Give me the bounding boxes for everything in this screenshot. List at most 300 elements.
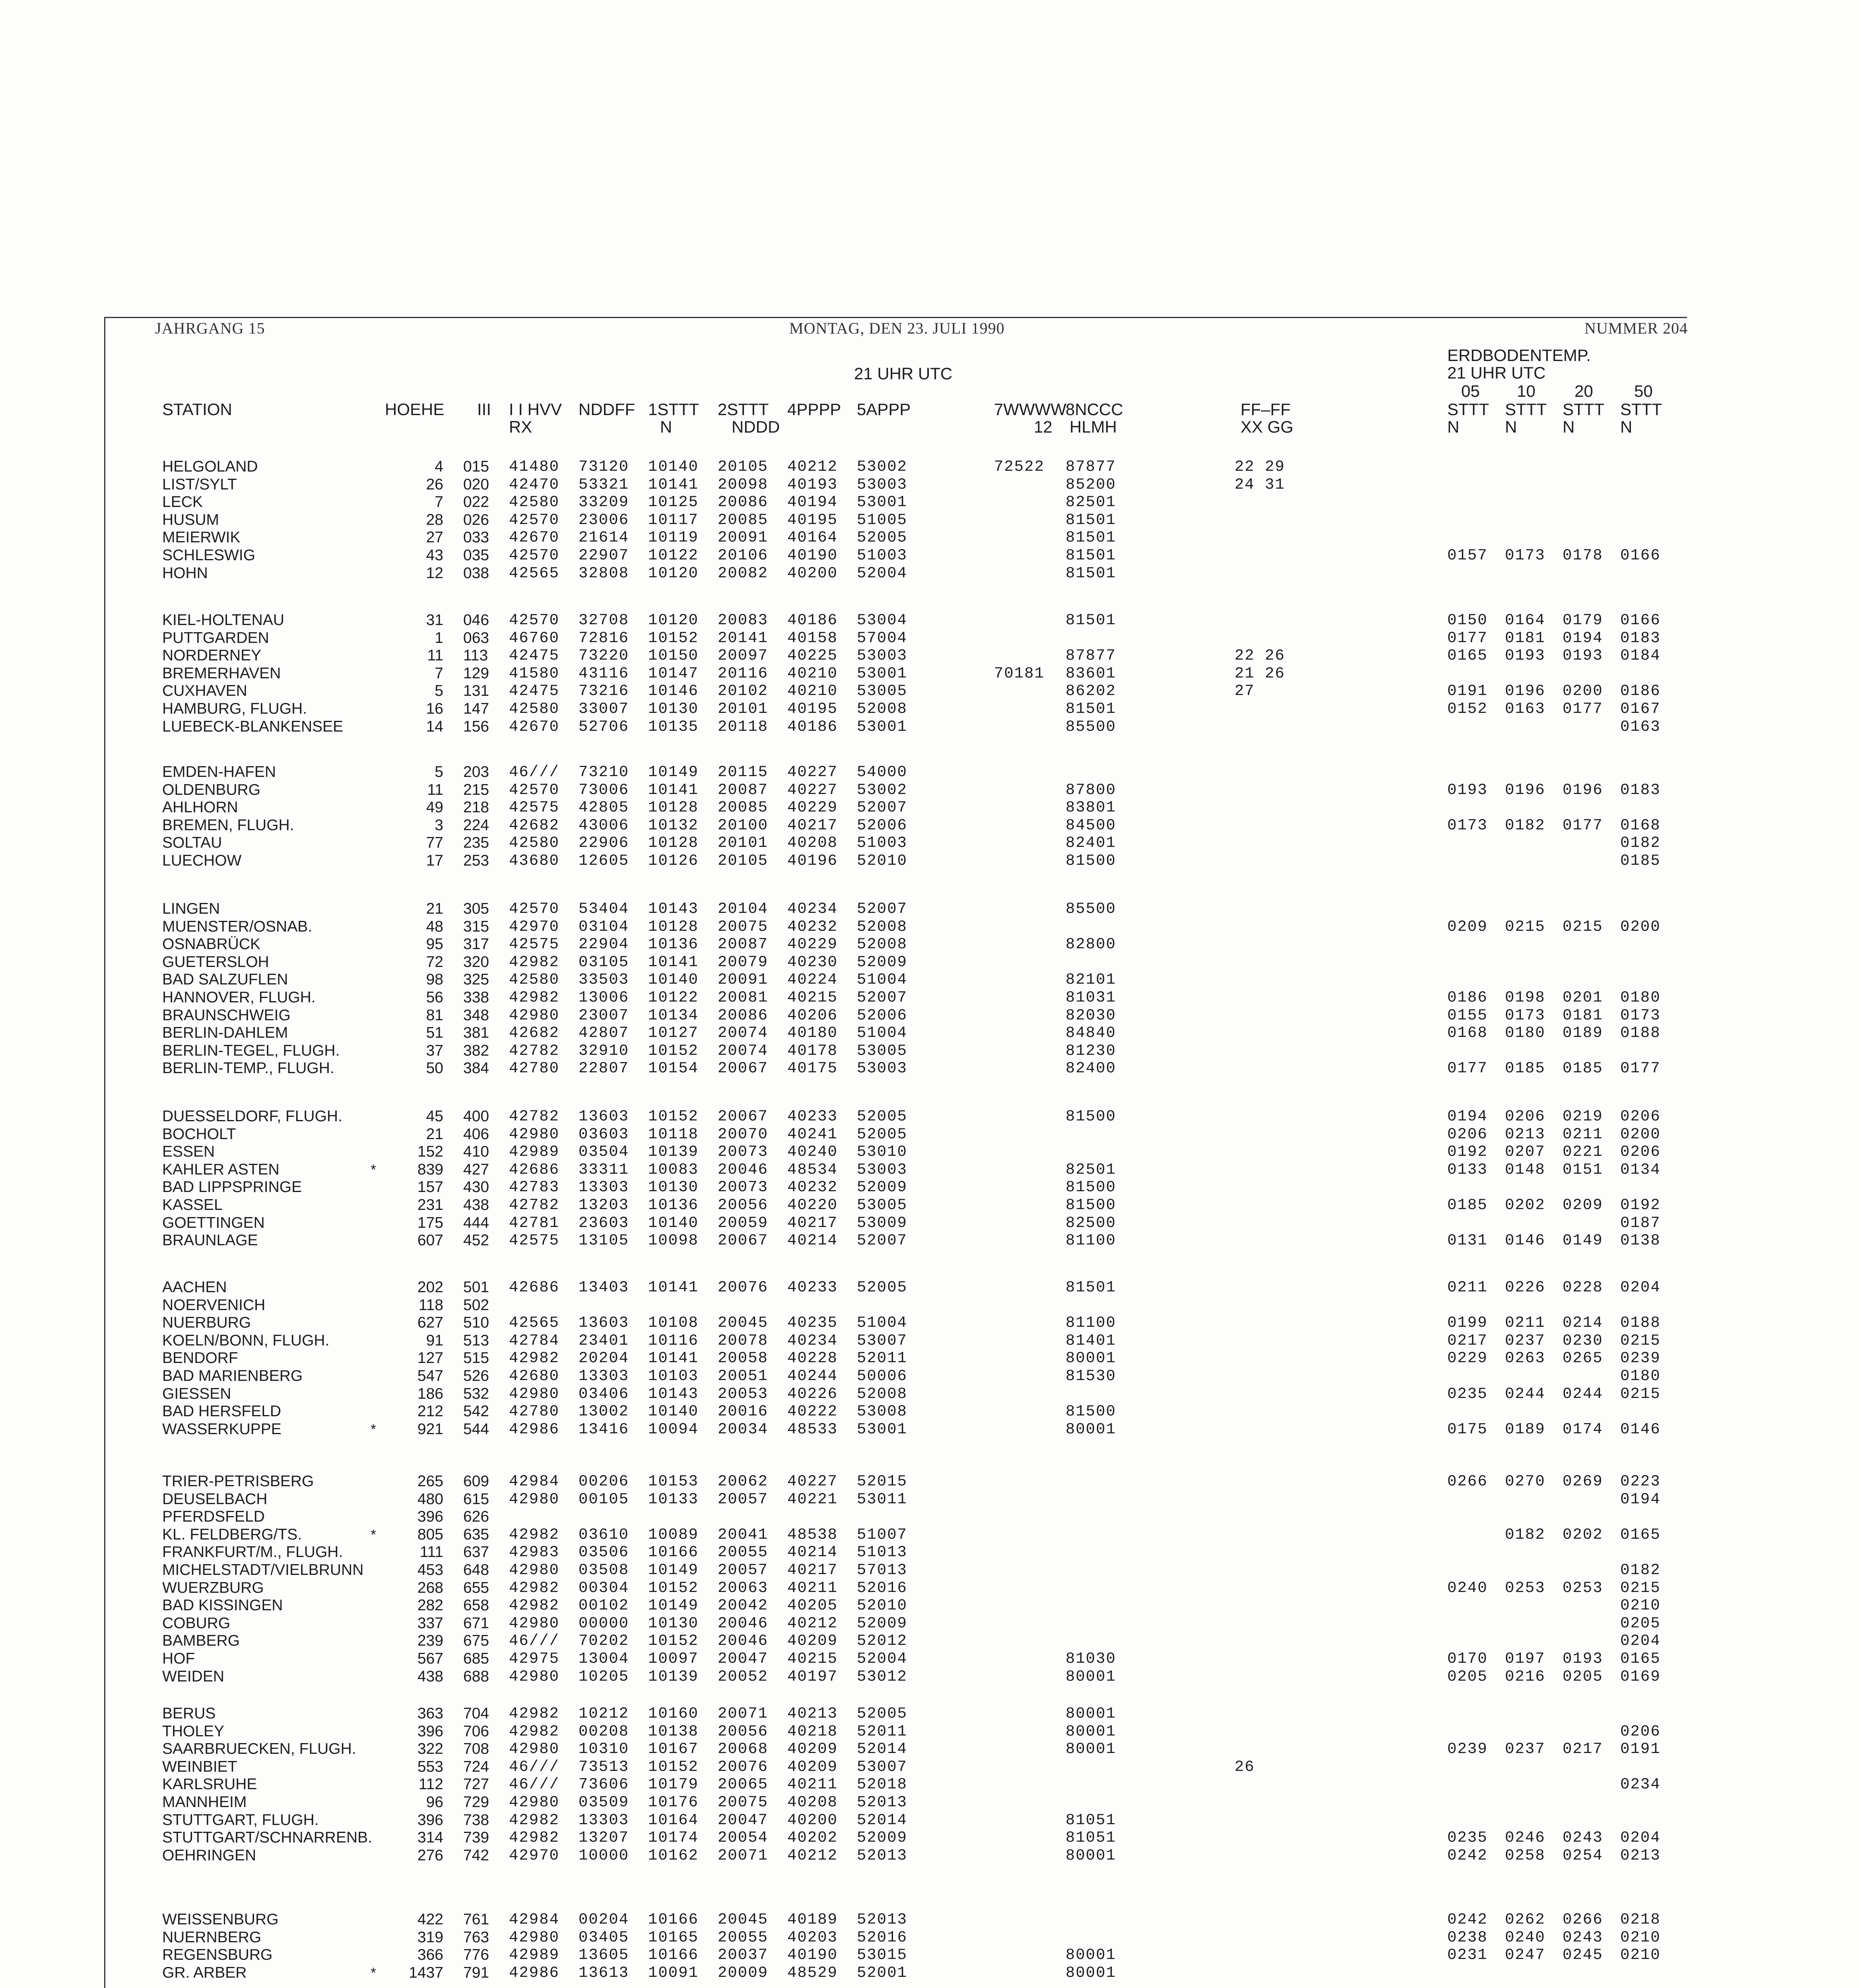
cell-g6: 52007 bbox=[857, 799, 908, 817]
cell-g3: 10141 bbox=[648, 1279, 699, 1296]
cell-g1: 42470 bbox=[509, 476, 560, 493]
cell-iii: 131 bbox=[463, 682, 489, 700]
cell-w8: 82101 bbox=[1066, 971, 1116, 989]
cell-g6: 52008 bbox=[857, 936, 908, 953]
cell-g1: 42580 bbox=[509, 834, 560, 852]
cell-iii: 063 bbox=[463, 629, 489, 646]
cell-s3: 0217 bbox=[1563, 1740, 1603, 1758]
station-name: OSNABRÜCK bbox=[162, 936, 261, 953]
station-name: HELGOLAND bbox=[162, 458, 258, 475]
cell-g1: 42983 bbox=[509, 1543, 560, 1561]
cell-g5: 40202 bbox=[787, 1829, 838, 1847]
cell-g3: 10130 bbox=[648, 1614, 699, 1632]
cell-hoehe: 111 bbox=[419, 1543, 443, 1561]
cell-s3: 0177 bbox=[1563, 700, 1603, 718]
cell-g2: 13203 bbox=[579, 1196, 629, 1214]
cell-g4: 20106 bbox=[718, 547, 769, 564]
table-row bbox=[0, 1929, 1858, 1946]
table-row bbox=[0, 1161, 1858, 1178]
cell-g4: 20079 bbox=[718, 953, 769, 971]
cell-g2: 22904 bbox=[579, 936, 629, 953]
cell-w8: 85500 bbox=[1066, 900, 1116, 918]
cell-s4: 0204 bbox=[1620, 1829, 1661, 1847]
cell-s4: 0213 bbox=[1620, 1846, 1661, 1864]
cell-s4: 0167 bbox=[1620, 700, 1661, 718]
cell-g6: 52005 bbox=[857, 529, 908, 547]
cell-s1: 0168 bbox=[1447, 1024, 1488, 1042]
cell-hoehe: 11 bbox=[427, 647, 443, 664]
cell-g5: 40217 bbox=[787, 1214, 838, 1232]
table-row bbox=[0, 511, 1858, 529]
cell-hoehe: 366 bbox=[417, 1946, 443, 1964]
cell-w8: 82501 bbox=[1066, 493, 1116, 511]
cell-g4: 20075 bbox=[718, 1794, 769, 1811]
cell-hoehe: 396 bbox=[417, 1811, 443, 1829]
cell-g1: 42980 bbox=[509, 1740, 560, 1758]
depth-50: 50 bbox=[1634, 382, 1653, 400]
cell-iii: 724 bbox=[463, 1758, 489, 1775]
cell-g5: 48533 bbox=[787, 1420, 838, 1438]
cell-s1: 0131 bbox=[1447, 1232, 1488, 1250]
cell-s3: 0245 bbox=[1563, 1946, 1603, 1964]
cell-g1: 46760 bbox=[509, 629, 560, 647]
cell-g5: 40186 bbox=[787, 612, 838, 629]
cell-g6: 53003 bbox=[857, 1161, 908, 1178]
cell-iii: 406 bbox=[463, 1125, 489, 1143]
cell-g1: 42970 bbox=[509, 918, 560, 936]
cell-g3: 10152 bbox=[648, 1042, 699, 1060]
cell-iii: 532 bbox=[463, 1385, 489, 1402]
cell-w8: 82800 bbox=[1066, 936, 1116, 953]
cell-s4: 0180 bbox=[1620, 989, 1661, 1006]
cell-g2: 73513 bbox=[579, 1758, 629, 1776]
cell-hoehe: 14 bbox=[426, 718, 443, 735]
station-name: FRANKFURT/M., FLUGH. bbox=[162, 1543, 343, 1561]
station-name: KAHLER ASTEN bbox=[162, 1161, 280, 1178]
cell-s3: 0266 bbox=[1563, 1911, 1603, 1928]
cell-g6: 53002 bbox=[857, 781, 908, 799]
cell-g1: 42986 bbox=[509, 1964, 560, 1982]
cell-g5: 40214 bbox=[787, 1232, 838, 1250]
cell-g1: 42982 bbox=[509, 953, 560, 971]
cell-hoehe: 627 bbox=[417, 1314, 443, 1332]
cell-g6: 53009 bbox=[857, 1214, 908, 1232]
cell-s4: 0163 bbox=[1620, 718, 1661, 736]
cell-iii: 637 bbox=[463, 1543, 489, 1561]
cell-iii: 648 bbox=[463, 1561, 489, 1578]
table-row bbox=[0, 1385, 1858, 1403]
cell-g2: 32708 bbox=[579, 612, 629, 629]
cell-s4: 0194 bbox=[1620, 1490, 1661, 1508]
cell-g4: 20054 bbox=[718, 1829, 769, 1847]
cell-g6: 52008 bbox=[857, 918, 908, 936]
cell-g1: 42686 bbox=[509, 1161, 560, 1178]
cell-s3: 0253 bbox=[1563, 1579, 1603, 1597]
cell-iii: 544 bbox=[463, 1420, 489, 1438]
cell-hoehe: 12 bbox=[426, 564, 443, 582]
cell-g4: 20068 bbox=[718, 1740, 769, 1758]
table-row bbox=[0, 1196, 1858, 1214]
cell-iii: 776 bbox=[463, 1946, 489, 1964]
cell-g6: 52009 bbox=[857, 1178, 908, 1196]
cell-g4: 20118 bbox=[718, 718, 769, 736]
cell-g6: 53003 bbox=[857, 647, 908, 665]
cell-g3: 10166 bbox=[648, 1946, 699, 1964]
cell-s4: 0204 bbox=[1620, 1279, 1661, 1296]
table-row bbox=[0, 799, 1858, 816]
cell-g1: 42970 bbox=[509, 1846, 560, 1864]
cell-g1: 42984 bbox=[509, 1911, 560, 1928]
cell-g3: 10160 bbox=[648, 1705, 699, 1722]
station-name: BREMEN, FLUGH. bbox=[162, 816, 294, 834]
table-row bbox=[0, 1367, 1858, 1385]
table-row bbox=[0, 1403, 1858, 1420]
cell-g4: 20070 bbox=[718, 1125, 769, 1143]
station-name: EMDEN-HAFEN bbox=[162, 763, 276, 780]
cell-g1: 42980 bbox=[509, 1490, 560, 1508]
cell-w8: 80001 bbox=[1066, 1349, 1116, 1367]
cell-g4: 20046 bbox=[718, 1614, 769, 1632]
cell-iii: 320 bbox=[463, 953, 489, 971]
cell-w8: 81230 bbox=[1066, 1042, 1116, 1060]
table-row bbox=[0, 1526, 1858, 1543]
cell-s1: 0133 bbox=[1447, 1161, 1488, 1178]
cell-g5: 40244 bbox=[787, 1367, 838, 1385]
cell-s3: 0149 bbox=[1563, 1232, 1603, 1250]
cell-hoehe: 231 bbox=[417, 1196, 443, 1213]
cell-g4: 20067 bbox=[718, 1232, 769, 1250]
cell-s4: 0134 bbox=[1620, 1161, 1661, 1178]
cell-iii: 501 bbox=[463, 1279, 489, 1296]
cell-g2: 10000 bbox=[579, 1846, 629, 1864]
cell-iii: 427 bbox=[463, 1161, 489, 1178]
cell-s3: 0201 bbox=[1563, 989, 1603, 1006]
cell-s4: 0215 bbox=[1620, 1332, 1661, 1349]
cell-iii: 020 bbox=[463, 476, 489, 493]
cell-g4: 20115 bbox=[718, 763, 769, 781]
cell-g5: 40164 bbox=[787, 529, 838, 547]
station-name: OEHRINGEN bbox=[162, 1846, 256, 1864]
cell-g3: 10128 bbox=[648, 799, 699, 817]
cell-g5: 40196 bbox=[787, 852, 838, 870]
cell-s3: 0205 bbox=[1563, 1668, 1603, 1685]
table-row bbox=[0, 1758, 1858, 1776]
cell-iii: 218 bbox=[463, 799, 489, 816]
cell-s4: 0191 bbox=[1620, 1740, 1661, 1758]
cell-g2: 13416 bbox=[579, 1420, 629, 1438]
cell-g1: 41580 bbox=[509, 664, 560, 682]
cell-g3: 10147 bbox=[648, 664, 699, 682]
station-name: BOCHOLT bbox=[162, 1125, 236, 1143]
cell-iii: 688 bbox=[463, 1668, 489, 1685]
cell-g5: 40208 bbox=[787, 834, 838, 852]
cell-s1: 0206 bbox=[1447, 1125, 1488, 1143]
cell-g1: 42982 bbox=[509, 1829, 560, 1847]
cell-s2: 0244 bbox=[1505, 1385, 1545, 1403]
cell-g1: 42980 bbox=[509, 1125, 560, 1143]
cell-s1: 0155 bbox=[1447, 1006, 1488, 1024]
cell-w8: 87877 bbox=[1066, 647, 1116, 665]
table-row bbox=[0, 1473, 1858, 1490]
station-name: PFERDSFELD bbox=[162, 1508, 265, 1526]
cell-g4: 20086 bbox=[718, 493, 769, 511]
cell-g6: 53007 bbox=[857, 1758, 908, 1776]
cell-g1: 46/// bbox=[509, 1776, 560, 1794]
cell-g5: 40186 bbox=[787, 718, 838, 736]
cell-hoehe: 438 bbox=[417, 1668, 443, 1685]
station-name: COBURG bbox=[162, 1614, 231, 1632]
soil-col2-sub: N bbox=[1505, 417, 1517, 436]
cell-hoehe: 17 bbox=[426, 852, 443, 869]
cell-g2: 13303 bbox=[579, 1178, 629, 1196]
cell-hoehe: 322 bbox=[417, 1740, 443, 1758]
cell-s2: 0185 bbox=[1505, 1060, 1545, 1077]
cell-g4: 20056 bbox=[718, 1722, 769, 1740]
depth-20: 20 bbox=[1575, 382, 1593, 400]
cell-iii: 526 bbox=[463, 1367, 489, 1384]
cell-w8: 81500 bbox=[1066, 1403, 1116, 1421]
cell-g5: 40212 bbox=[787, 1614, 838, 1632]
cell-g6: 54000 bbox=[857, 763, 908, 781]
cell-g2: 33007 bbox=[579, 700, 629, 718]
cell-s4: 0234 bbox=[1620, 1776, 1661, 1794]
cell-g5: 40220 bbox=[787, 1196, 838, 1214]
cell-g3: 10120 bbox=[648, 564, 699, 582]
cell-g2: 73210 bbox=[579, 763, 629, 781]
cell-s1: 0192 bbox=[1447, 1143, 1488, 1161]
cell-w7: 70181 bbox=[994, 664, 1045, 682]
cell-g5: 40213 bbox=[787, 1705, 838, 1722]
cell-g1: 41480 bbox=[509, 458, 560, 476]
station-name: CUXHAVEN bbox=[162, 682, 247, 700]
cell-g1: 46/// bbox=[509, 763, 560, 781]
cell-g3: 10140 bbox=[648, 458, 699, 476]
station-name: NUERBURG bbox=[162, 1314, 251, 1332]
cell-g2: 53321 bbox=[579, 476, 629, 493]
cell-g4: 20097 bbox=[718, 647, 769, 665]
cell-g5: 40190 bbox=[787, 547, 838, 564]
cell-s3: 0193 bbox=[1563, 647, 1603, 665]
cell-g6: 51013 bbox=[857, 1543, 908, 1561]
cell-g4: 20087 bbox=[718, 781, 769, 799]
cell-s2: 0180 bbox=[1505, 1024, 1545, 1042]
cell-g4: 20058 bbox=[718, 1349, 769, 1367]
cell-s4: 0183 bbox=[1620, 781, 1661, 799]
cell-g1: 42570 bbox=[509, 781, 560, 799]
station-name: BRAUNLAGE bbox=[162, 1232, 258, 1249]
cell-g3: 10126 bbox=[648, 852, 699, 870]
cell-hoehe: 37 bbox=[426, 1042, 443, 1059]
cell-hoehe: 112 bbox=[418, 1776, 443, 1793]
cell-g6: 52011 bbox=[857, 1722, 908, 1740]
cell-g1: 42782 bbox=[509, 1196, 560, 1214]
cell-g4: 20037 bbox=[718, 1946, 769, 1964]
g3-header: 1STTT bbox=[648, 400, 699, 419]
cell-g5: 40224 bbox=[787, 971, 838, 989]
cell-hoehe: 547 bbox=[417, 1367, 443, 1384]
cell-g6: 51007 bbox=[857, 1526, 908, 1543]
table-row bbox=[0, 1632, 1858, 1650]
station-name: KASSEL bbox=[162, 1196, 223, 1213]
w8-header: 8NCCC bbox=[1066, 400, 1123, 419]
cell-s2: 0173 bbox=[1505, 1006, 1545, 1024]
cell-g6: 52008 bbox=[857, 1385, 908, 1403]
cell-g2: 73606 bbox=[579, 1776, 629, 1794]
cell-g2: 32808 bbox=[579, 564, 629, 582]
station-name: KIEL-HOLTENAU bbox=[162, 612, 285, 629]
table-row bbox=[0, 781, 1858, 799]
cell-g1: 42782 bbox=[509, 1108, 560, 1125]
cell-g4: 20105 bbox=[718, 458, 769, 476]
station-name: TRIER-PETRISBERG bbox=[162, 1473, 314, 1490]
cell-g4: 20076 bbox=[718, 1279, 769, 1296]
cell-g6: 53015 bbox=[857, 1946, 908, 1964]
cell-g4: 20009 bbox=[718, 1964, 769, 1982]
cell-w8: 87877 bbox=[1066, 458, 1116, 476]
cell-iii: 382 bbox=[463, 1042, 489, 1059]
cell-g2: 13603 bbox=[579, 1314, 629, 1332]
cell-g1: 42784 bbox=[509, 1332, 560, 1349]
cell-g4: 20045 bbox=[718, 1314, 769, 1332]
cell-g3: 10118 bbox=[648, 1125, 699, 1143]
hoehe-header: HOEHE bbox=[385, 400, 445, 419]
cell-s4: 0200 bbox=[1620, 918, 1661, 936]
cell-g3: 10166 bbox=[648, 1543, 699, 1561]
cell-g4: 20067 bbox=[718, 1108, 769, 1125]
cell-iii: 727 bbox=[463, 1776, 489, 1793]
table-row bbox=[0, 629, 1858, 647]
cell-mark: * bbox=[371, 1421, 377, 1437]
cell-g5: 40241 bbox=[787, 1125, 838, 1143]
cell-s4: 0165 bbox=[1620, 1650, 1661, 1668]
cell-s3: 0219 bbox=[1563, 1108, 1603, 1125]
cell-iii: 113 bbox=[463, 647, 488, 664]
cell-g2: 42805 bbox=[579, 799, 629, 817]
cell-g5: 40218 bbox=[787, 1722, 838, 1740]
cell-g2: 23006 bbox=[579, 511, 629, 529]
cell-g3: 10122 bbox=[648, 989, 699, 1006]
cell-w8: 80001 bbox=[1066, 1846, 1116, 1864]
cell-g1: 42783 bbox=[509, 1178, 560, 1196]
cell-g6: 52007 bbox=[857, 900, 908, 918]
table-row bbox=[0, 1579, 1858, 1597]
station-name: PUTTGARDEN bbox=[162, 629, 269, 646]
cell-g5: 40197 bbox=[787, 1668, 838, 1685]
cell-g6: 50006 bbox=[857, 1367, 908, 1385]
cell-hoehe: 127 bbox=[417, 1349, 443, 1367]
cell-g4: 20091 bbox=[718, 529, 769, 547]
cell-w8: 80001 bbox=[1066, 1668, 1116, 1685]
cell-hoehe: 118 bbox=[418, 1296, 443, 1314]
cell-g2: 13605 bbox=[579, 1946, 629, 1964]
cell-g2: 70202 bbox=[579, 1632, 629, 1650]
cell-g3: 10176 bbox=[648, 1794, 699, 1811]
cell-g3: 10130 bbox=[648, 1178, 699, 1196]
cell-s1: 0193 bbox=[1447, 781, 1488, 799]
cell-s2: 0226 bbox=[1505, 1279, 1545, 1296]
station-name: WUERZBURG bbox=[162, 1579, 264, 1596]
cell-s2: 0262 bbox=[1505, 1911, 1545, 1928]
cell-hoehe: 26 bbox=[426, 476, 443, 493]
cell-g6: 53007 bbox=[857, 1332, 908, 1349]
cell-g3: 10108 bbox=[648, 1314, 699, 1332]
cell-g6: 51004 bbox=[857, 971, 908, 989]
cell-g6: 51003 bbox=[857, 547, 908, 564]
g1-subheader: RX bbox=[509, 417, 532, 436]
soil-temp-header: ERDBODENTEMP. bbox=[1447, 346, 1591, 365]
cell-s2: 0146 bbox=[1505, 1232, 1545, 1250]
cell-g1: 42980 bbox=[509, 1006, 560, 1024]
cell-s2: 0163 bbox=[1505, 700, 1545, 718]
cell-g4: 20067 bbox=[718, 1060, 769, 1077]
cell-g2: 33311 bbox=[579, 1161, 629, 1178]
cell-g4: 20046 bbox=[718, 1632, 769, 1650]
cell-g4: 20101 bbox=[718, 700, 769, 718]
cell-hoehe: 16 bbox=[426, 700, 443, 717]
cell-g5: 40211 bbox=[787, 1776, 838, 1794]
cell-hoehe: 157 bbox=[417, 1178, 443, 1196]
cell-hoehe: 50 bbox=[426, 1060, 443, 1077]
cell-g4: 20073 bbox=[718, 1143, 769, 1161]
station-name: BAD LIPPSPRINGE bbox=[162, 1178, 302, 1196]
cell-g4: 20071 bbox=[718, 1705, 769, 1722]
cell-hoehe: 553 bbox=[417, 1758, 443, 1775]
cell-g1: 42989 bbox=[509, 1946, 560, 1964]
g6-header: 5APPP bbox=[857, 400, 911, 419]
cell-hoehe: 422 bbox=[417, 1911, 443, 1928]
cell-g3: 10094 bbox=[648, 1420, 699, 1438]
cell-iii: 739 bbox=[463, 1829, 489, 1846]
station-name: HOHN bbox=[162, 564, 208, 582]
cell-g2: 43006 bbox=[579, 816, 629, 834]
cell-g4: 20076 bbox=[718, 1758, 769, 1776]
table-row bbox=[0, 1279, 1858, 1296]
table-row bbox=[0, 1847, 1858, 1864]
cell-s3: 0215 bbox=[1563, 918, 1603, 936]
table-row bbox=[0, 476, 1858, 493]
cell-s4: 0239 bbox=[1620, 1349, 1661, 1367]
cell-iii: 338 bbox=[463, 989, 489, 1006]
station-name: BENDORF bbox=[162, 1349, 238, 1367]
cell-s2: 0189 bbox=[1505, 1420, 1545, 1438]
table-row bbox=[0, 547, 1858, 564]
cell-g4: 20085 bbox=[718, 511, 769, 529]
table-row bbox=[0, 1650, 1858, 1668]
cell-g6: 52014 bbox=[857, 1740, 908, 1758]
cell-s3: 0174 bbox=[1563, 1420, 1603, 1438]
cell-g1: 42982 bbox=[509, 1579, 560, 1597]
cell-iii: 156 bbox=[463, 718, 489, 735]
cell-hoehe: 186 bbox=[417, 1385, 443, 1402]
cell-hoehe: 1 bbox=[435, 629, 443, 646]
cell-iii: 542 bbox=[463, 1403, 489, 1420]
cell-s4: 0166 bbox=[1620, 547, 1661, 564]
cell-w8: 82400 bbox=[1066, 1060, 1116, 1077]
cell-g5: 40210 bbox=[787, 664, 838, 682]
cell-g3: 10089 bbox=[648, 1526, 699, 1543]
cell-g3: 10165 bbox=[648, 1928, 699, 1946]
table-row bbox=[0, 1143, 1858, 1161]
station-name: WEIDEN bbox=[162, 1668, 224, 1685]
cell-s1: 0177 bbox=[1447, 1060, 1488, 1077]
table-row bbox=[0, 1615, 1858, 1632]
table-row bbox=[0, 647, 1858, 664]
cell-w8: 81051 bbox=[1066, 1829, 1116, 1847]
cell-s4: 0205 bbox=[1620, 1614, 1661, 1632]
cell-g4: 20057 bbox=[718, 1490, 769, 1508]
cell-g6: 53005 bbox=[857, 682, 908, 700]
cell-g6: 53005 bbox=[857, 1196, 908, 1214]
